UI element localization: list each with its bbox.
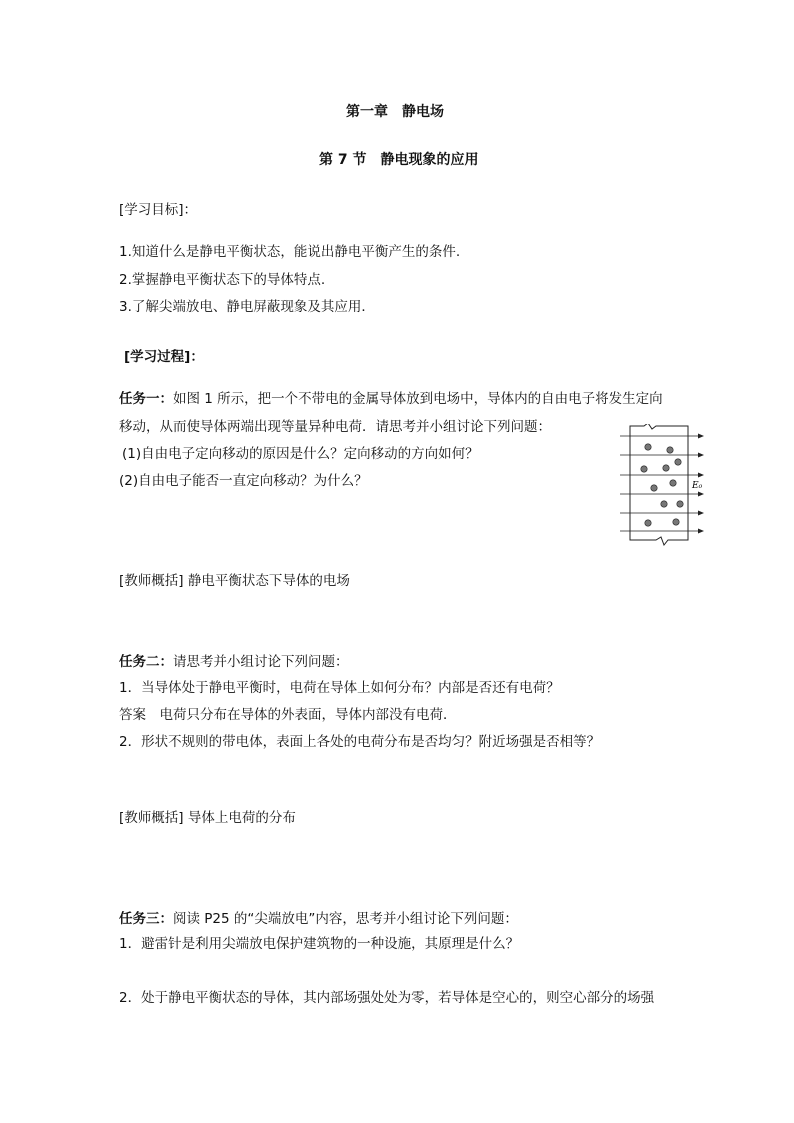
task2-label: 任务二： bbox=[119, 654, 173, 670]
goal-item: 2.掌握静电平衡状态下的导体特点. bbox=[119, 272, 326, 288]
task2-intro: 请思考并小组讨论下列问题： bbox=[173, 654, 349, 670]
task1-text: 如图 1 所示，把一个不带电的金属导体放到电场中，导体内的自由电子将发生定向 bbox=[173, 391, 663, 407]
teacher-summary-2: [教师概括] 导体上电荷的分布 bbox=[119, 810, 296, 826]
task2-line1 bbox=[119, 653, 349, 671]
section-title: 第 7 节 静电现象的应用 bbox=[319, 152, 479, 168]
task1-question-1: (1)自由电子定向移动的原因是什么？定向移动的方向如何？ bbox=[122, 446, 479, 462]
task2-question-2: 2．形状不规则的带电体，表面上各处的电荷分布是否均匀？附近场强是否相等？ bbox=[119, 734, 601, 750]
task1-line1 bbox=[119, 390, 663, 408]
process-heading: [学习过程]： bbox=[124, 349, 204, 365]
field-label: E₀ bbox=[692, 481, 703, 491]
task1-question-2: (2)自由电子能否一直定向移动？为什么？ bbox=[119, 473, 368, 489]
task2-question-1: 1．当导体处于静电平衡时，电荷在导体上如何分布？内部是否还有电荷？ bbox=[119, 680, 560, 696]
task1-line2: 移动，从而使导体两端出现等量异种电荷．请思考并小组讨论下列问题： bbox=[119, 419, 551, 435]
goal-item: 3.了解尖端放电、静电屏蔽现象及其应用． bbox=[119, 299, 375, 315]
task2-answer: 答案 电荷只分布在导体的外表面，导体内部没有电荷． bbox=[119, 707, 457, 723]
task3-question-2: 2．处于静电平衡状态的导体，其内部场强处处为零，若导体是空心的，则空心部分的场强 bbox=[119, 990, 655, 1006]
chapter-title: 第一章 静电场 bbox=[346, 104, 444, 120]
task3-question-1: 1．避雷针是利用尖端放电保护建筑物的一种设施，其原理是什么？ bbox=[119, 936, 520, 952]
teacher-summary-1: [教师概括] 静电平衡状态下导体的电场 bbox=[119, 573, 350, 589]
task3-intro: 阅读 P25 的“尖端放电”内容，思考并小组讨论下列问题： bbox=[173, 911, 518, 927]
goals-heading: [学习目标]： bbox=[119, 202, 198, 218]
goal-item: 1.知道什么是静电平衡状态，能说出静电平衡产生的条件. bbox=[119, 244, 461, 260]
task1-label: 任务一： bbox=[119, 391, 173, 407]
conductor-in-field-figure bbox=[618, 424, 708, 546]
task3-label: 任务三： bbox=[119, 911, 173, 927]
task3-line1 bbox=[119, 910, 518, 928]
